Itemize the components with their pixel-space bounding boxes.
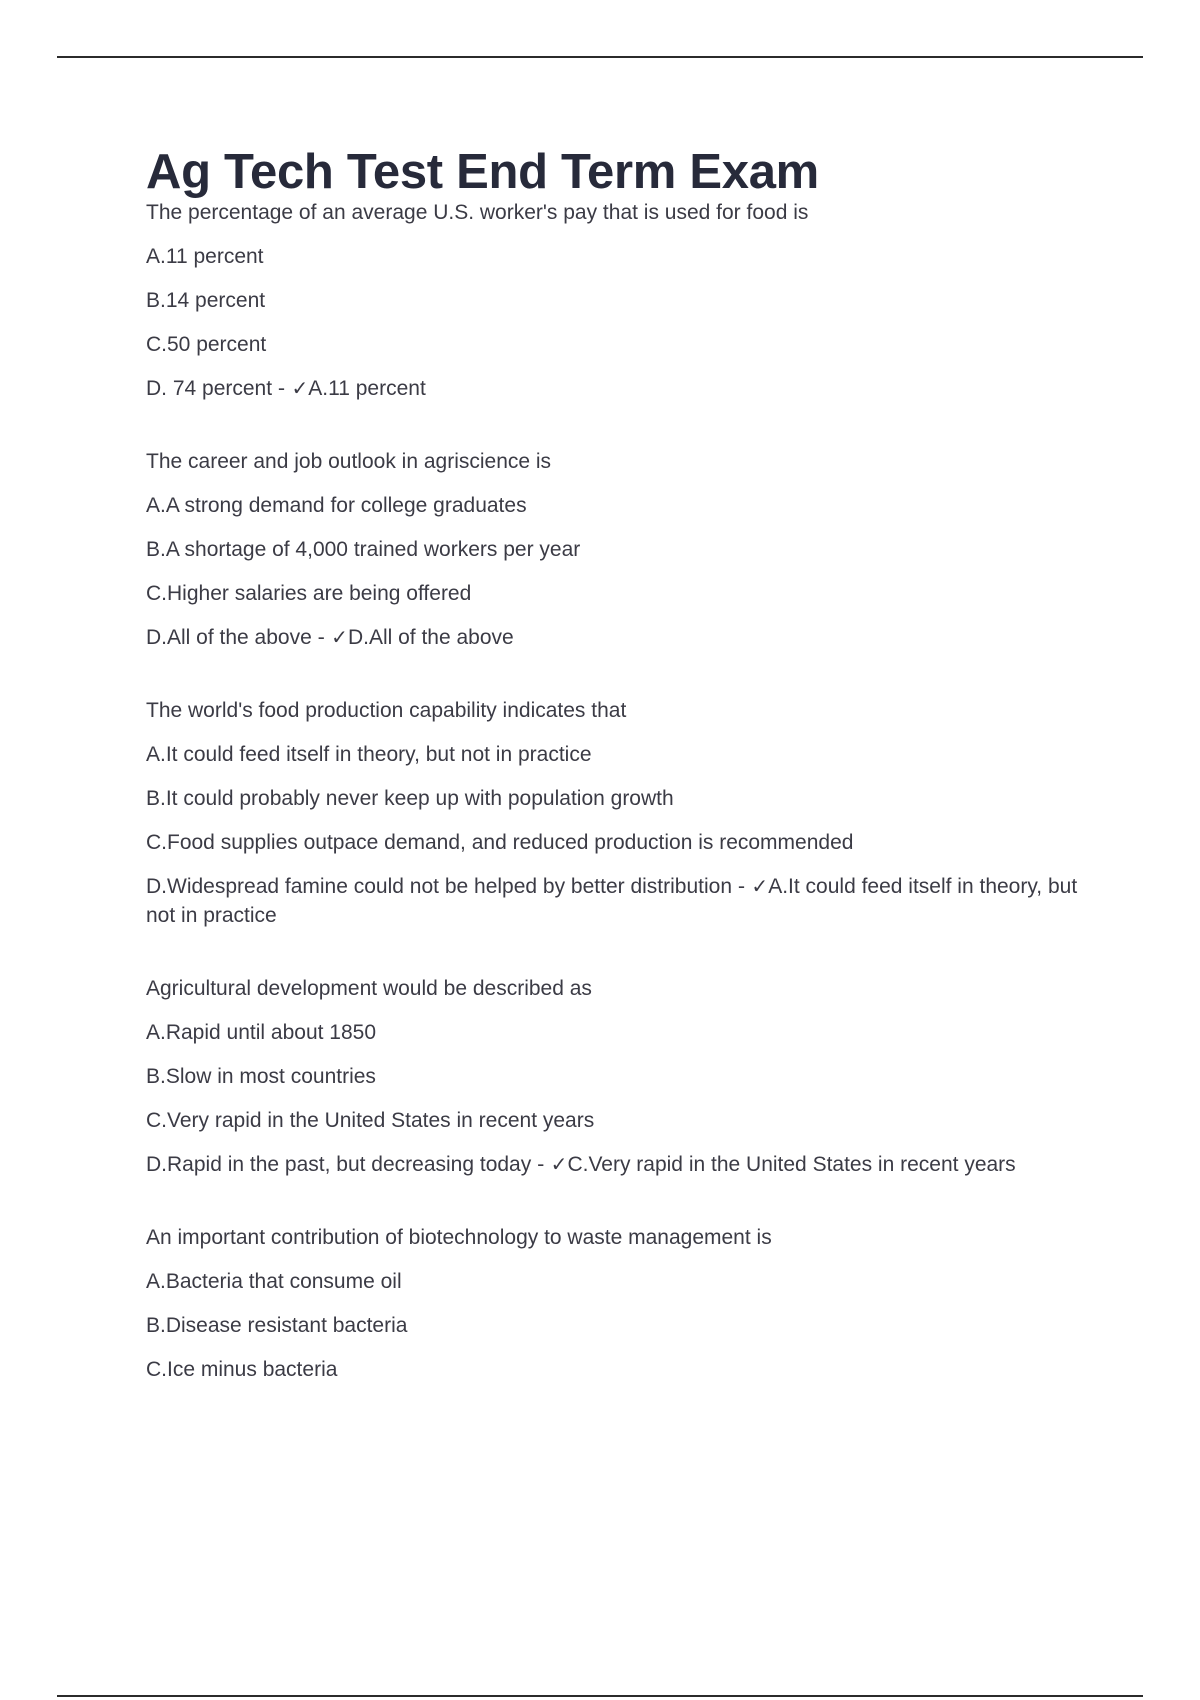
question-block (146, 696, 1086, 930)
option-b: B.14 percent (146, 289, 266, 312)
document-body (146, 142, 1086, 1428)
question-block (146, 1223, 1086, 1384)
answer-text: A.It could feed itself in theory, but not in practice (146, 875, 1078, 927)
document-title: Ag Tech Test End Term Exam (146, 145, 819, 199)
option-b: B.It could probably never keep up with population growth (146, 787, 674, 810)
option-b: B.A shortage of 4,000 trained workers per year (146, 538, 581, 561)
question-block (146, 974, 1086, 1179)
answer-marker: - ✓ (537, 1152, 568, 1176)
bottom-rule (57, 1695, 1143, 1697)
answer-text: D.All of the above (347, 626, 514, 649)
option-d: D.All of the above (146, 626, 312, 649)
answer-marker: - ✓ (737, 874, 769, 898)
question-text: The percentage of an average U.S. worker's pay that is used for food is (146, 201, 809, 224)
option-a: A.11 percent (146, 245, 264, 268)
question-text: The world's food production capability indicates that (146, 699, 627, 722)
option-a: A.A strong demand for college graduates (146, 494, 527, 517)
option-a: A.Rapid until about 1850 (146, 1021, 377, 1044)
option-d: D.Rapid in the past, but decreasing today (146, 1153, 532, 1176)
option-d-with-answer (146, 1150, 1086, 1179)
option-b: B.Disease resistant bacteria (146, 1314, 408, 1337)
answer-marker: - ✓ (317, 625, 348, 649)
top-rule (57, 56, 1143, 58)
option-c: C.Very rapid in the United States in recent years (146, 1109, 595, 1132)
option-c: C.Food supplies outpace demand, and reduced production is recommended (146, 831, 854, 854)
option-c: C.Ice minus bacteria (146, 1358, 338, 1381)
option-b: B.Slow in most countries (146, 1065, 376, 1088)
answer-text: C.Very rapid in the United States in recent years (567, 1153, 1016, 1176)
option-d: D. 74 percent (146, 377, 273, 400)
option-a: A.Bacteria that consume oil (146, 1270, 402, 1293)
answer-marker: - ✓ (277, 376, 309, 400)
question-text: The career and job outlook in agriscience is (146, 450, 552, 473)
option-c: C.Higher salaries are being offered (146, 582, 472, 605)
question-block (146, 198, 1086, 403)
question-text: Agricultural development would be described as (146, 977, 592, 1000)
answer-text: A.11 percent (308, 377, 426, 400)
question-block (146, 447, 1086, 652)
option-a: A.It could feed itself in theory, but not in practice (146, 743, 592, 766)
option-c: C.50 percent (146, 333, 267, 356)
option-d-with-answer (146, 872, 1086, 930)
option-d: D.Widespread famine could not be helped by better distribution (146, 875, 733, 898)
option-d-with-answer (146, 374, 1086, 403)
option-d-with-answer (146, 623, 1086, 652)
question-text: An important contribution of biotechnology to waste management is (146, 1226, 772, 1249)
